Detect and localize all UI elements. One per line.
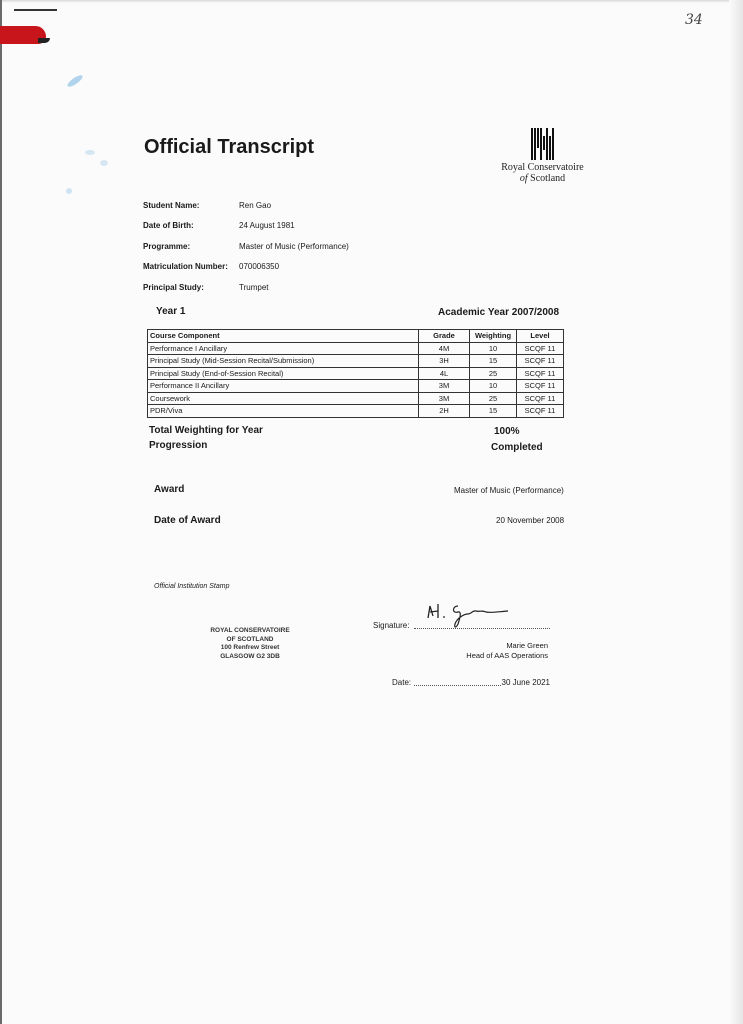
logo-line-1: Royal Conservatoire — [501, 162, 584, 173]
info-row-principal-study — [143, 277, 349, 298]
scan-top-edge — [0, 0, 743, 3]
progression-label: Progression — [149, 440, 208, 451]
level: SCQF 11 — [517, 367, 564, 380]
logo-line-2-text: Scotland — [530, 173, 566, 184]
signatory-title: Head of AAS Operations — [466, 651, 548, 660]
signature-date-label: Date: — [392, 678, 412, 687]
grade: 2H — [419, 405, 470, 418]
course-component: Principal Study (End-of-Session Recital) — [148, 367, 419, 380]
stamp-line: GLASGOW G2 3DB — [220, 652, 280, 660]
stamp-line: OF SCOTLAND — [226, 635, 274, 643]
signatory — [440, 641, 548, 661]
date-of-award-value: 20 November 2008 — [496, 516, 565, 525]
table-header-row — [148, 330, 564, 343]
year-label: Year 1 — [156, 306, 186, 317]
info-value: 24 August 1981 — [239, 221, 295, 231]
table-row — [148, 367, 564, 380]
signature-date-value: 30 June 2021 — [501, 678, 550, 687]
date-line — [414, 678, 501, 686]
grade: 3H — [419, 355, 470, 368]
table-row — [148, 355, 564, 368]
progression-value: Completed — [491, 442, 543, 453]
handwritten-signature — [424, 598, 514, 637]
total-weighting-value: 100% — [494, 426, 520, 437]
table-row — [148, 392, 564, 405]
stamp-line: 100 Renfrew Street — [220, 644, 280, 651]
column-header-component: Course Component — [148, 330, 419, 343]
column-header-weighting: Weighting — [470, 330, 517, 343]
info-label: Matriculation Number: — [143, 262, 228, 272]
signature-label: Signature: — [373, 621, 410, 630]
grade: 3M — [419, 392, 470, 405]
info-label: Programme: — [143, 241, 191, 251]
table-row — [148, 405, 564, 418]
table-row — [148, 380, 564, 393]
info-row-student-name — [143, 195, 349, 216]
signature-date — [414, 678, 550, 687]
scan-right-edge — [729, 0, 743, 1024]
course-table — [147, 329, 564, 418]
info-value: Ren Gao — [239, 200, 272, 210]
weighting: 15 — [470, 405, 517, 418]
info-row-matriculation-number — [143, 257, 349, 278]
table-row — [148, 342, 564, 355]
ink-speck — [66, 188, 72, 194]
ink-speck — [100, 160, 108, 166]
student-info — [143, 195, 349, 298]
grade: 4L — [419, 367, 470, 380]
course-component: Performance I Ancillary — [148, 342, 419, 355]
info-value: Trumpet — [239, 282, 269, 292]
weighting: 10 — [470, 342, 517, 355]
weighting: 25 — [470, 392, 517, 405]
logo-line-2 — [500, 173, 585, 184]
weighting: 15 — [470, 355, 517, 368]
info-label: Date of Birth: — [143, 221, 194, 231]
course-component: Coursework — [148, 392, 419, 405]
staple-mark — [14, 9, 57, 11]
info-row-programme — [143, 236, 349, 257]
course-component: PDR/Viva — [148, 405, 419, 418]
info-value: Master of Music (Performance) — [239, 241, 349, 251]
course-component: Principal Study (Mid-Session Recital/Submission) — [148, 355, 419, 368]
level: SCQF 11 — [517, 355, 564, 368]
signature-line — [414, 620, 550, 629]
level: SCQF 11 — [517, 405, 564, 418]
logo-line-2-prefix: of — [519, 173, 528, 184]
info-row-date-of-birth — [143, 216, 349, 237]
total-weighting-label: Total Weighting for Year — [149, 425, 263, 436]
column-header-level: Level — [517, 330, 564, 343]
weighting: 25 — [470, 367, 517, 380]
info-value: 070006350 — [239, 262, 280, 272]
weighting: 10 — [470, 380, 517, 393]
grade: 3M — [419, 380, 470, 393]
grade: 4M — [419, 342, 470, 355]
level: SCQF 11 — [517, 380, 564, 393]
stamp-label: Official Institution Stamp — [154, 583, 230, 590]
rcs-logo-icon — [531, 128, 555, 160]
level: SCQF 11 — [517, 392, 564, 405]
page-title: Official Transcript — [144, 136, 315, 158]
course-component: Performance II Ancillary — [148, 380, 419, 393]
level: SCQF 11 — [517, 342, 564, 355]
stamp-line: ROYAL CONSERVATOIRE — [210, 627, 290, 634]
info-label: Principal Study: — [143, 282, 204, 292]
institution-stamp — [195, 627, 305, 661]
signatory-name: Marie Green — [506, 641, 548, 650]
column-header-grade: Grade — [419, 330, 470, 343]
scan-left-edge — [0, 0, 2, 1024]
date-of-award-label: Date of Award — [154, 515, 221, 526]
award-value: Master of Music (Performance) — [454, 486, 564, 495]
ribbon-tip — [38, 38, 50, 43]
page-number: 34 — [685, 12, 703, 28]
ink-speck — [85, 150, 95, 155]
award-label: Award — [154, 484, 185, 495]
info-label: Student Name: — [143, 200, 200, 210]
academic-year: Academic Year 2007/2008 — [438, 307, 560, 318]
institution-logo — [500, 128, 585, 184]
ink-speck — [66, 73, 84, 88]
